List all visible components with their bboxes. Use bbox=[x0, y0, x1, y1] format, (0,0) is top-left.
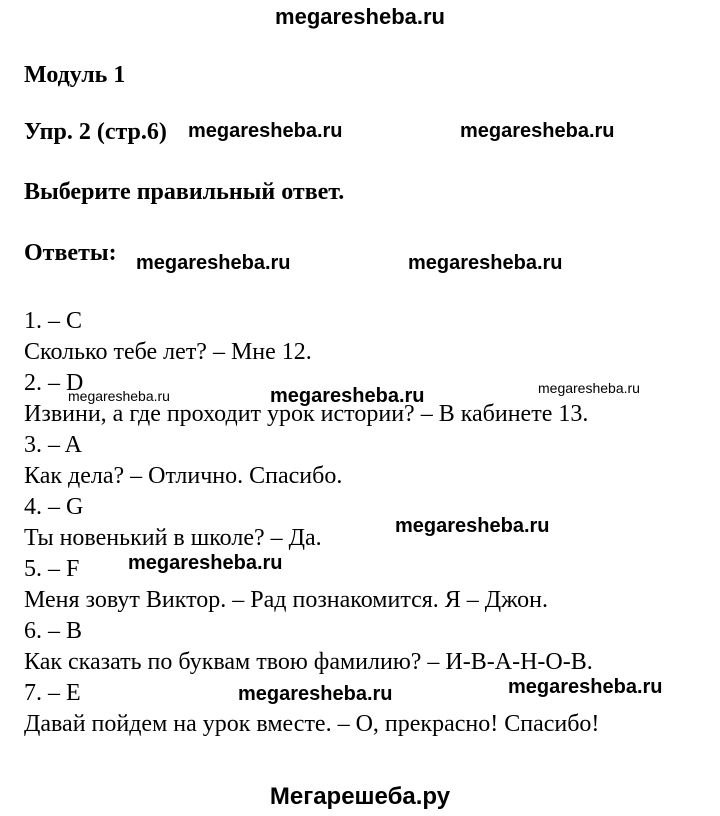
answers-heading: Ответы: bbox=[24, 240, 117, 266]
watermark-inline: megaresheba.ru bbox=[460, 120, 615, 142]
answer-2-number: 2. – D bbox=[24, 370, 84, 396]
watermark-inline: megaresheba.ru bbox=[408, 252, 563, 274]
answer-6-number: 6. – B bbox=[24, 618, 83, 644]
watermark-inline: megaresheba.ru bbox=[238, 683, 393, 705]
task-heading: Выберите правильный ответ. bbox=[24, 179, 345, 205]
watermark-inline-small: megaresheba.ru bbox=[538, 380, 640, 396]
watermark-inline: megaresheba.ru bbox=[270, 385, 425, 407]
watermark-inline: megaresheba.ru bbox=[128, 552, 283, 574]
watermark-inline: megaresheba.ru bbox=[188, 120, 343, 142]
answer-3-text: Как дела? – Отлично. Спасибо. bbox=[24, 463, 343, 489]
watermark-bottom: Мегарешеба.ру bbox=[269, 783, 451, 810]
watermark-inline-small: megaresheba.ru bbox=[68, 388, 170, 404]
watermark-inline: megaresheba.ru bbox=[395, 515, 550, 537]
answer-2-text: Извини, а где проходит урок истории? – В кабинете 13. bbox=[24, 401, 589, 427]
answer-6-text: Как сказать по буквам твою фамилию? – И-В-А-Н-О-В. bbox=[24, 649, 593, 675]
answer-4-number: 4. – G bbox=[24, 494, 84, 520]
answer-1-number: 1. – C bbox=[24, 308, 83, 334]
answer-7-number: 7. – E bbox=[24, 680, 81, 706]
answer-1-text: Сколько тебе лет? – Мне 12. bbox=[24, 339, 312, 365]
exercise-heading: Упр. 2 (стр.6) bbox=[24, 119, 167, 145]
watermark-top: megaresheba.ru bbox=[275, 4, 445, 29]
watermark-inline: megaresheba.ru bbox=[136, 252, 291, 274]
answer-3-number: 3. – A bbox=[24, 432, 83, 458]
answer-5-number: 5. – F bbox=[24, 556, 80, 582]
module-heading: Модуль 1 bbox=[24, 62, 126, 88]
answer-4-text: Ты новенький в школе? – Да. bbox=[24, 525, 322, 551]
watermark-inline: megaresheba.ru bbox=[508, 676, 663, 698]
answer-7-text: Давай пойдем на урок вместе. – О, прекрасно! Спасибо! bbox=[24, 711, 600, 737]
answer-5-text: Меня зовут Виктор. – Рад познакомится. Я – Джон. bbox=[24, 587, 548, 613]
